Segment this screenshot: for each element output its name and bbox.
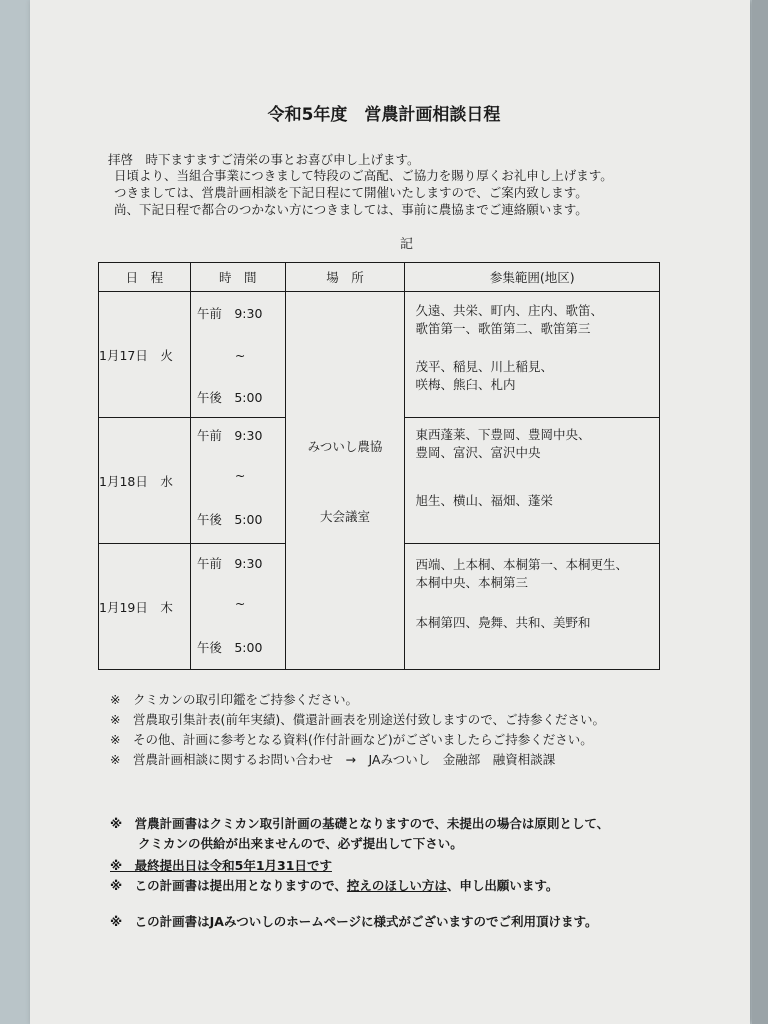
greeting-line: 日頃より、当組合事業につきまして特段のご高配、ご協力を賜り厚くお礼申し上げます。: [114, 168, 613, 183]
greeting-line: 拝啓 時下ますますご清栄の事とお喜び申し上げます。: [108, 152, 420, 167]
date-cell: 1月19日 木: [99, 544, 191, 670]
area-cell: [405, 418, 660, 544]
copy-note: [110, 876, 558, 894]
time-end: 午後 5:00: [196, 640, 263, 655]
area-line: 東西蓬莱、下豊岡、豊岡中央、: [415, 427, 591, 442]
note-line: ※ 営農計画相談に関するお問い合わせ → JAみついし 金融部 融資相談課: [110, 752, 556, 767]
time-cell: [190, 292, 285, 418]
time-end: 午後 5:00: [196, 512, 263, 527]
area-line: 久遠、共栄、町内、庄内、歌笛、: [415, 303, 603, 318]
area-line: 咲梅、熊臼、札内: [415, 377, 516, 393]
note-line: ※ クミカンの取引印鑑をご持参ください。: [110, 692, 358, 707]
area-line: 旭生、横山、福畑、蓬栄: [415, 493, 553, 509]
col-header-time: 時 間: [190, 263, 285, 292]
area-line: 本桐第四、鳧舞、共和、美野和: [415, 615, 591, 631]
venue-room: 大会議室: [320, 508, 371, 524]
time-separator: ~: [234, 348, 246, 363]
copy-note-part1: ※ この計画書は提出用となりますので、: [110, 878, 347, 893]
note-line: ※ その他、計画に参考となる資料(作付計画など)がございましたらご持参ください。: [110, 732, 593, 747]
date-cell: 1月17日 火: [99, 292, 191, 418]
greeting-line: つきましては、営農計画相談を下記日程にて開催いたしますので、ご案内致します。: [114, 185, 588, 200]
date-cell: 1月18日 水: [99, 418, 191, 544]
ki-heading: 記: [400, 237, 414, 252]
time-cell: [190, 418, 285, 544]
area-line: 茂平、稲見、川上稲見、: [415, 359, 553, 375]
venue-cell: [285, 292, 405, 670]
background-edge: [752, 0, 768, 1024]
area-line: 本桐中央、本桐第三: [415, 575, 528, 591]
copy-note-part2: 控えのほしい方は: [346, 878, 447, 893]
time-start: 午前 9:30: [196, 306, 263, 321]
note-line: ※ 営農取引集計表(前年実績)、償還計画表を別途送付致しますので、ご持参ください。: [110, 712, 605, 727]
time-end: 午後 5:00: [196, 390, 263, 405]
area-line: 歌笛第一、歌笛第二、歌笛第三: [415, 321, 591, 337]
greeting-line: 尚、下記日程で都合のつかない方につきましては、事前に農協までご連絡願います。: [114, 202, 588, 217]
copy-note-part3: 、申し出願います。: [446, 878, 559, 893]
time-separator: ~: [234, 596, 246, 611]
area-cell: [405, 292, 660, 418]
time-start: 午前 9:30: [196, 556, 263, 571]
col-header-venue: 場 所: [285, 263, 405, 292]
deadline-note: ※ 最終提出日は令和5年1月31日です: [110, 858, 332, 873]
schedule-table: [98, 262, 660, 670]
area-cell: [405, 544, 660, 670]
time-start: 午前 9:30: [196, 428, 263, 443]
area-line: 豊岡、富沢、富沢中央: [415, 445, 541, 461]
col-header-date: 日 程: [99, 263, 191, 292]
time-cell: [190, 544, 285, 670]
area-line: 西端、上本桐、本桐第一、本桐更生、: [415, 557, 628, 572]
homepage-note: ※ この計画書はJAみついしのホームページに様式がございますのでご利用頂けます。: [110, 914, 598, 929]
note-bold-line: ※ 営農計画書はクミカン取引計画の基礎となりますので、未提出の場合は原則として、: [110, 816, 610, 831]
page-title: 令和5年度 営農計画相談日程: [267, 105, 501, 125]
venue-name: みついし農協: [307, 438, 383, 454]
time-separator: ~: [234, 468, 246, 483]
table-header-row: [99, 263, 660, 292]
note-bold-line: クミカンの供給が出来ませんので、必ず提出して下さい。: [138, 836, 463, 851]
col-header-area: 参集範囲(地区): [405, 263, 660, 292]
table-row: [99, 292, 660, 418]
